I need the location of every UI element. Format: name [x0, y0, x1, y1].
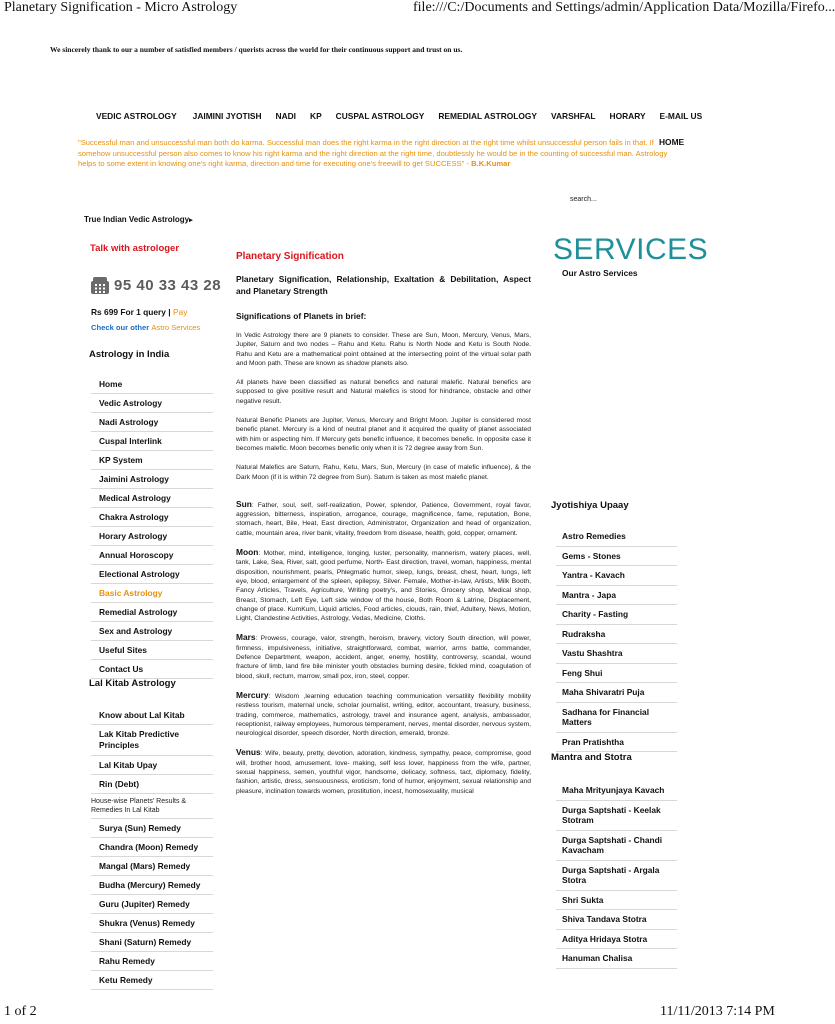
- paragraph-natural-benefics: Natural Benefic Planets are Jupiter, Venus, Mercury and Bright Moon. Jupiter is considered most benefic planet. Mercury is a kind of neutral planet and it acquired the quality of planet associated with him or aspecting him. If Mercury gets benefic influence, it becomes benefic. In opposite case it becomes malefic. Moon becomes benefic only when it is 72 degree away from Sun.: [236, 417, 531, 452]
- sidebar-item-shukra-remedy[interactable]: Shukra (Venus) Remedy: [91, 914, 213, 933]
- sidebar-item-rin-debt[interactable]: Rin (Debt): [91, 775, 213, 794]
- nav-vedic-astrology[interactable]: VEDIC ASTROLOGY: [96, 111, 177, 121]
- print-page-number: 1 of 2: [4, 1004, 37, 1019]
- services-logo[interactable]: SERVICES: [553, 233, 709, 266]
- print-page-title: Planetary Signification - Micro Astrology: [4, 0, 238, 15]
- sidebar-item-chandi-kavacham[interactable]: Durga Saptshati - Chandi Kavacham: [556, 831, 677, 861]
- sidebar-item-keelak-stotram[interactable]: Durga Saptshati - Keelak Stotram: [556, 801, 677, 831]
- lal-kitab-heading: Lal Kitab Astrology: [89, 678, 176, 689]
- mars-text: : Prowess, courage, valor, strength, heroism, bravery, victory South direction, will power, firmness, impulsiveness, initiative, straightforward, combat, warrior, arms battle, commander, Defence Department, weapon, accident, anger, enemy, hostility, controversy, scandal, wound fracture of limb, land fire bile minister youth obstacles burning desire, fickled mind, coagulation of blood, skull, rectum, marrow, small pox, iron, steel, copper.: [236, 635, 531, 680]
- sidebar-item-sex-and-astrology[interactable]: Sex and Astrology: [91, 622, 213, 641]
- sidebar-item-ketu-remedy[interactable]: Ketu Remedy: [91, 971, 213, 990]
- quote-text: "Successful man and unsuccessful man both do karma. Successful man does the right karma in the right direction at the right time whilst unsuccessful person fails in that. If somehow unsuccessful person also comes to know his right karma and the right direction at the right time, doubtlessly he would be in the counting of successful man. Astrology helps to some extent in knowing one's right karma, direction and time for executing one's freewill to get SUCCESS" -: [78, 138, 668, 169]
- sidebar-item-charity-fasting[interactable]: Charity - Fasting: [556, 605, 677, 625]
- paragraph-sun: [236, 500, 531, 538]
- mercury-label: Mercury: [236, 689, 269, 700]
- venus-text: : Wife, beauty, pretty, devotion, adoration, kindness, sympathy, peace, compromise, good will, brother hood, amusement, love- making, self less lover, happiness from the wife, partner, sexual happiness, semen, youthful vigor, handsome, delicacy, softness, tact, diplomacy, fidelity, fashion, artistic, dress, sensuousness, eroticism, fond of humor, enjoyment, sexual relationship and pleasure, inclination towards women, prostitution, incest, homosexuality, musical: [236, 750, 531, 795]
- sidebar-item-medical-astrology[interactable]: Medical Astrology: [91, 489, 213, 508]
- talk-with-astrologer: Talk with astrologer: [90, 243, 180, 254]
- paragraph-benefics-malefics: All planets have been classified as natural benefics and natural malefic. Natural benefics are supposed to give positive result and Natural malefics is stood for hindrance, obstacle and other negative result.: [236, 379, 531, 405]
- sidebar-item-budha-remedy[interactable]: Budha (Mercury) Remedy: [91, 876, 213, 895]
- sidebar-item-sadhana-financial[interactable]: Sadhana for Financial Matters: [556, 703, 677, 733]
- sidebar-item-basic-astrology[interactable]: Basic Astrology: [91, 584, 213, 603]
- lal-kitab-remedies-note: House-wise Planets' Results & Remedies In Lal Kitab: [91, 794, 213, 819]
- astro-services-link[interactable]: Astro Services: [151, 323, 201, 332]
- sidebar-item-gems-stones[interactable]: Gems - Stones: [556, 547, 677, 567]
- sidebar-item-rahu-remedy[interactable]: Rahu Remedy: [91, 952, 213, 971]
- article-brief-heading: Significations of Planets in brief:: [236, 311, 367, 321]
- sun-label: Sun: [236, 498, 252, 509]
- nav-jaimini-jyotish[interactable]: JAIMINI JYOTISH: [192, 111, 262, 121]
- venus-label: Venus: [236, 747, 261, 758]
- sidebar-item-jaimini-astrology[interactable]: Jaimini Astrology: [91, 470, 213, 489]
- sidebar-item-astro-remedies[interactable]: Astro Remedies: [556, 527, 677, 547]
- article: [236, 251, 531, 806]
- sidebar-item-home[interactable]: Home: [91, 375, 213, 394]
- pay-link[interactable]: Pay: [172, 307, 188, 317]
- article-subtitle: Planetary Signification, Relationship, Exaltation & Debilitation, Aspect and Planetary Strength: [236, 274, 531, 296]
- mantra-and-stotra-list: [556, 781, 677, 969]
- jyotishiya-upaay-heading: Jyotishiya Upaay: [551, 500, 629, 511]
- sidebar-item-lal-kitab-principles[interactable]: Lak Kitab Predictive Principles: [91, 725, 213, 756]
- nav-horary[interactable]: HORARY: [609, 111, 646, 121]
- sidebar-item-surya-remedy[interactable]: Surya (Sun) Remedy: [91, 819, 213, 838]
- sidebar-item-shri-sukta[interactable]: Shri Sukta: [556, 891, 677, 911]
- sidebar-item-aditya-hridaya[interactable]: Aditya Hridaya Stotra: [556, 930, 677, 950]
- page-title: Planetary Signification: [236, 251, 344, 262]
- sidebar-item-chakra-astrology[interactable]: Chakra Astrology: [91, 508, 213, 527]
- sidebar-item-vedic-astrology[interactable]: Vedic Astrology: [91, 394, 213, 413]
- nav-email-us[interactable]: E-MAIL US: [659, 111, 703, 121]
- sidebar-item-yantra-kavach[interactable]: Yantra - Kavach: [556, 566, 677, 586]
- sidebar-item-lal-kitab-upay[interactable]: Lal Kitab Upay: [91, 756, 213, 775]
- true-indian-label: True Indian Vedic Astrology: [84, 215, 190, 224]
- phone-block: [90, 275, 221, 295]
- sun-text: : Father, soul, self, self-realization, Power, splendor, Patience, Government, royal favor, aggression, bitterness, inspiration, arrogance, courage, magnificence, fame, reputation, Bone, stomach, heart, Bile, Heat, East direction, Administrator, Organization and head of organization, cattle, mountain area, river bank, vitality, freedom from disease, health, gold, copper, ornament.: [236, 501, 531, 537]
- sidebar-item-vastu-shashtra[interactable]: Vastu Shashtra: [556, 644, 677, 664]
- paragraph-natural-malefics: Natural Malefics are Saturn, Rahu, Ketu, Mars, Sun, Mercury (in case of malefic influence), & the Dark Moon (if it is within 72 degree from Sun). Saturn is taken as most malefic planet.: [236, 464, 531, 481]
- moon-text: : Mother, mind, intelligence, longing, luster, personality, mannerism, watery places, well, tank, Lake, Sea, River, salt, good perfume, North- East direction, travel, woman, happiness, mental disposition, nourishment, pearls, Phlegmatic humor, sleep, lungs, breast, chest, heart, lungs, left eye, blood, enlargement of the spleen, epilepsy, Silver. Female, Mother-in-law, Artists, Milk Booth, Fancy Articles, Travels, Agriculture, Writing poetry's, and Stories, Grocery shop, Medical shop, Breast, Stomach, Left Eye, Left side window of the house, Both Room & Latrine, Displacement, change of place. KumKum, Liquid articles, Food articles, clouds, rain, thief, Adultery, News, Motion, Light, Clandestine Activities, Astrology, Vedas, Medicine, Cloths.: [236, 550, 531, 623]
- paragraph-venus: [236, 748, 531, 795]
- print-page-url: file:///C:/Documents and Settings/admin/Application Data/Mozilla/Firefo...: [413, 0, 835, 15]
- triangle-right-icon: ▸: [189, 217, 193, 224]
- sidebar-item-maha-mrityunjaya[interactable]: Maha Mrityunjaya Kavach: [556, 781, 677, 801]
- lal-kitab-list: [91, 706, 213, 990]
- print-datetime: 11/11/2013 7:14 PM: [660, 1004, 775, 1019]
- sidebar-item-nadi-astrology[interactable]: Nadi Astrology: [91, 413, 213, 432]
- our-astro-services-link[interactable]: Our Astro Services: [562, 268, 638, 278]
- sidebar-item-know-lal-kitab[interactable]: Know about Lal Kitab: [91, 706, 213, 725]
- sidebar-item-cuspal-interlink[interactable]: Cuspal Interlink: [91, 432, 213, 451]
- sidebar-item-useful-sites[interactable]: Useful Sites: [91, 641, 213, 660]
- sidebar-item-electional-astrology[interactable]: Electional Astrology: [91, 565, 213, 584]
- sidebar-item-argala-stotra[interactable]: Durga Saptshati - Argala Stotra: [556, 861, 677, 891]
- nav-nadi[interactable]: NADI: [275, 111, 297, 121]
- search-input[interactable]: search...: [570, 196, 597, 203]
- moon-label: Moon: [236, 547, 259, 558]
- sidebar-item-mantra-japa[interactable]: Mantra - Japa: [556, 586, 677, 606]
- sidebar-item-guru-remedy[interactable]: Guru (Jupiter) Remedy: [91, 895, 213, 914]
- sidebar-item-horary-astrology[interactable]: Horary Astrology: [91, 527, 213, 546]
- sidebar-item-kp-system[interactable]: KP System: [91, 451, 213, 470]
- sidebar-item-hanuman-chalisa[interactable]: Hanuman Chalisa: [556, 949, 677, 969]
- price-text: Rs 699 For 1 query |: [91, 307, 171, 317]
- thanks-banner: We sincerely thank to our a number of satisfied members / querists across the world for their continuous support and trust on us.: [50, 45, 463, 54]
- home-link[interactable]: HOME: [659, 137, 685, 147]
- sidebar-item-mangal-remedy[interactable]: Mangal (Mars) Remedy: [91, 857, 213, 876]
- paragraph-mercury: [236, 691, 531, 738]
- nav-cuspal-astrology[interactable]: CUSPAL ASTROLOGY: [335, 111, 425, 121]
- paragraph-planets-intro: In Vedic Astrology there are 9 planets to consider. These are Sun, Moon, Mercury, Venus, Mars, Jupiter, Saturn and two nodes – Rahu and Ketu. Rahu is North Node and Ketu is South Node. Rahu and Ketu are a mathematical point obtained at the intersecting point of the virtual solar path and Moon path. These are known as shadow planets also.: [236, 332, 531, 367]
- quote-block: [78, 138, 675, 170]
- sidebar-item-shiva-tandava[interactable]: Shiva Tandava Stotra: [556, 910, 677, 930]
- astrology-in-india-list: [91, 375, 213, 679]
- sidebar-item-pran-pratishtha[interactable]: Pran Pratishtha: [556, 733, 677, 753]
- mars-label: Mars: [236, 632, 256, 643]
- sidebar-item-remedial-astrology[interactable]: Remedial Astrology: [91, 603, 213, 622]
- paragraph-mars: [236, 633, 531, 680]
- paragraph-moon: [236, 548, 531, 623]
- sidebar-item-contact-us[interactable]: Contact Us: [91, 660, 213, 679]
- mercury-text: : Wisdom ,learning education teaching communication versatility flexibility mobility restless tourism, maternal uncle, scholar journalist, writing, editor, accountant, treasury, business, trading, commerce, mathematics, astrology, travel and insurance agent, analysis, ambassador, receptionist, railway employees, humorous temperament, nerves, mental disorder, nervous system, neurological disorder, speech disorder, North direction, emerald, bronze.: [236, 692, 531, 738]
- jyotishiya-upaay-list: [556, 527, 677, 752]
- check-services-line: [91, 323, 200, 332]
- sidebar-item-rudraksha[interactable]: Rudraksha: [556, 625, 677, 645]
- top-navigation: [96, 111, 702, 121]
- nav-varshfal[interactable]: VARSHFAL: [551, 111, 596, 121]
- phone-number: 95 40 33 43 28: [114, 276, 222, 294]
- quote-author: B.K.Kumar: [471, 159, 511, 169]
- mantra-and-stotra-heading: Mantra and Stotra: [551, 752, 632, 763]
- nav-kp[interactable]: KP: [310, 111, 322, 121]
- nav-remedial-astrology[interactable]: REMEDIAL ASTROLOGY: [438, 111, 538, 121]
- sidebar-item-shani-remedy[interactable]: Shani (Saturn) Remedy: [91, 933, 213, 952]
- sidebar-item-chandra-remedy[interactable]: Chandra (Moon) Remedy: [91, 838, 213, 857]
- sidebar-item-feng-shui[interactable]: Feng Shui: [556, 664, 677, 684]
- price-line: [91, 307, 187, 317]
- sidebar-item-maha-shivaratri-puja[interactable]: Maha Shivaratri Puja: [556, 683, 677, 703]
- check-text: Check our other: [91, 323, 150, 332]
- astrology-in-india-heading: Astrology in India: [89, 349, 170, 360]
- true-indian-vedic-astrology-link[interactable]: [84, 215, 193, 224]
- sidebar-item-annual-horoscopy[interactable]: Annual Horoscopy: [91, 546, 213, 565]
- telephone-icon: [90, 275, 110, 295]
